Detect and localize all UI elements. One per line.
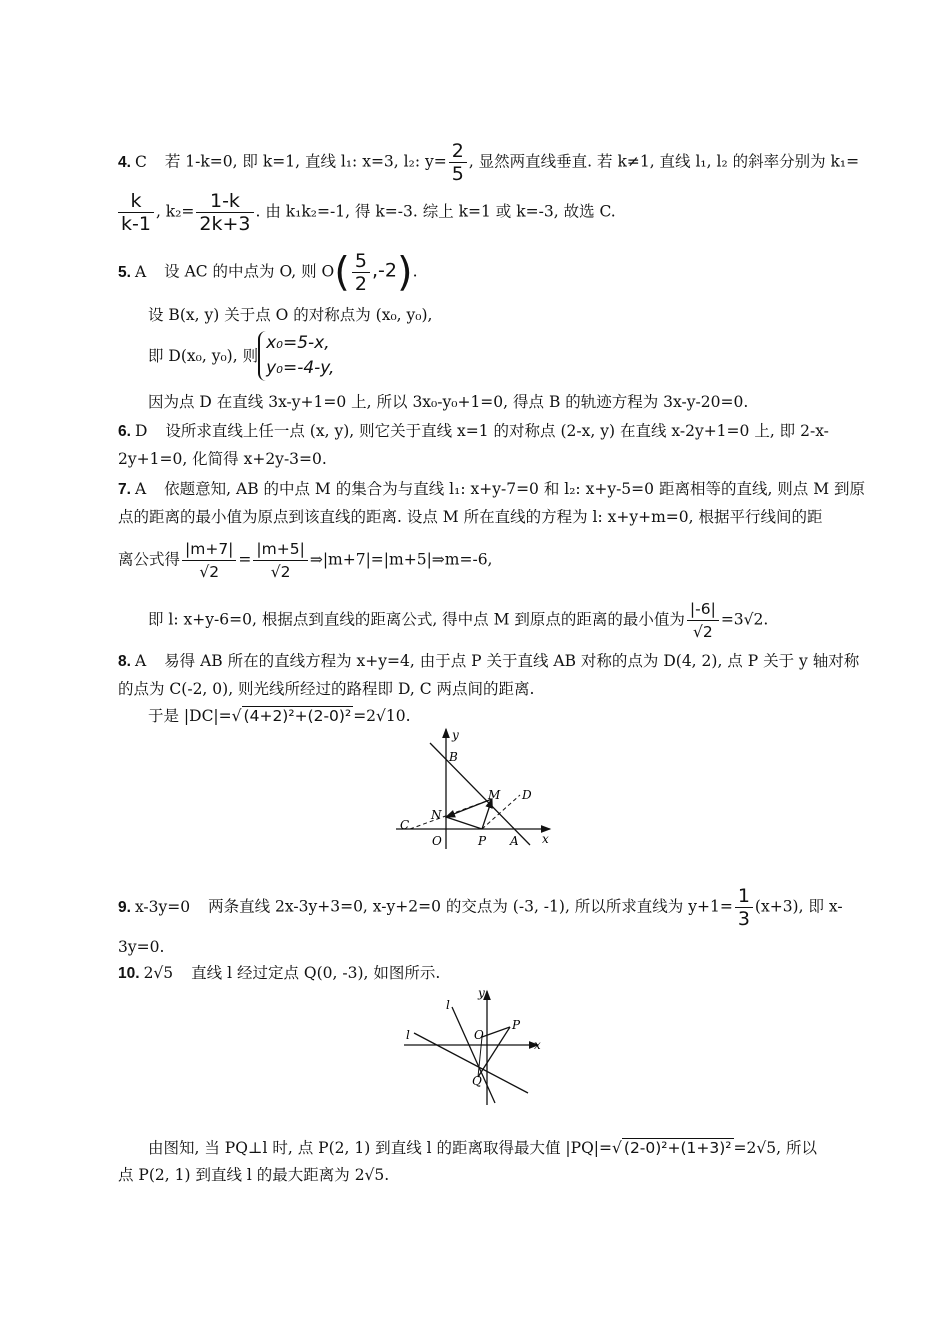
ray-pm bbox=[482, 799, 492, 829]
q4-text-2: . 由 k₁k₂=-1, 得 k=-3. 综上 k=1 或 k=-3, 故选 C. bbox=[255, 202, 616, 221]
q5-coord-tail: ,-2 bbox=[371, 259, 397, 282]
q10-text-2: 由图知, 当 PQ⊥l 时, 点 P(2, 1) 到直线 l 的距离取得最大值 |PQ|= bbox=[148, 1139, 612, 1157]
figure-light-path bbox=[390, 725, 560, 855]
q7-fraction-c: $\frac{|-6|}{√2}$ bbox=[687, 598, 719, 643]
q8-text-1: 易得 AB 所在的直线方程为 x+y=4, 由于点 P 关于直线 AB 对称的点为 D(4, 2), 点 P 关于 y 轴对称 bbox=[164, 652, 860, 670]
q7-text-4-tail: =3√2. bbox=[720, 610, 769, 629]
q5-text-2: 设 B(x, y) 关于点 O 的对称点为 (x₀, y₀), bbox=[148, 306, 433, 324]
q6-text-1: 设所求直线上任一点 (x, y), 则它关于直线 x=1 的对称点 (2-x, y) 在直线 x-2y+1=0 上, 即 2-x- bbox=[165, 422, 829, 440]
q7-text-4: 即 l: x+y-6=0, 根据点到直线的距离公式, 得中点 M 到原点的距离的最小值为 bbox=[148, 610, 685, 629]
q8-line-1 bbox=[118, 650, 859, 673]
label-N: N bbox=[431, 808, 442, 822]
q5-line-1: 5. A 设 AC 的中点为 O, 则 O( $\frac{5}{2}$ ,-2). bbox=[118, 249, 418, 296]
label-B: B bbox=[449, 750, 458, 764]
q10-number: 10. bbox=[118, 965, 140, 982]
q8-answer: A bbox=[134, 652, 147, 670]
ray-mn bbox=[446, 799, 492, 817]
q7-fraction-b: $\frac{|m+5|}{√2}$ bbox=[253, 538, 307, 583]
label-O-2: O bbox=[474, 1028, 484, 1042]
q7-text-3: 离公式得 bbox=[118, 550, 181, 569]
q4-fraction-k2: $\frac{1-k}{2k+3}$ bbox=[196, 190, 253, 235]
label-O: O bbox=[432, 834, 442, 848]
line-ab bbox=[430, 743, 530, 845]
q9-text-2: 3y=0. bbox=[118, 938, 165, 956]
q4-number: 4. bbox=[118, 153, 131, 171]
ray-np bbox=[446, 817, 482, 829]
q5-text-1: 设 AC 的中点为 O, 则 O bbox=[164, 262, 335, 281]
q10-line-1 bbox=[118, 962, 440, 985]
label-P: P bbox=[478, 834, 487, 848]
q4-answer: C bbox=[134, 152, 147, 171]
label-M: M bbox=[488, 788, 501, 802]
q4-fraction-k1: $\frac{k}{k-1}$ bbox=[118, 190, 154, 235]
line-l1 bbox=[452, 1007, 495, 1103]
label-x: x bbox=[542, 832, 549, 846]
q7-line-3: 离公式得 $\frac{|m+7|}{√2}$ = $\frac{|m+5|}{√2}$ ⇒|m+7|=|m+5|⇒m=-6, bbox=[118, 540, 493, 581]
q4-line-2 bbox=[118, 190, 616, 235]
q4-text-1: 若 1-k=0, 即 k=1, 直线 l₁: x=3, l₂: y= bbox=[164, 152, 447, 171]
q7-text-1: 依题意知, AB 的中点 M 的集合为与直线 l₁: x+y-7=0 和 l₂: x+y-5=0 距离相等的直线, 则点 M 到原 bbox=[164, 480, 866, 498]
q6-number: 6. bbox=[118, 423, 131, 440]
q10-answer: 2√5 bbox=[143, 964, 174, 982]
label-x-2: x bbox=[534, 1038, 541, 1052]
q8-number: 8. bbox=[118, 653, 131, 670]
q10-text-3: 点 P(2, 1) 到直线 l 的最大距离为 2√5. bbox=[118, 1166, 390, 1184]
label-l-left: l bbox=[406, 1028, 410, 1042]
label-Q: Q bbox=[472, 1074, 482, 1088]
q5-line-3 bbox=[148, 331, 334, 381]
q4-text-1-tail: , 显然两直线垂直. 若 k≠1, 直线 l₁, l₂ 的斜率分别为 k₁= bbox=[468, 152, 860, 171]
q8-text-3-tail: =2√10. bbox=[353, 707, 411, 725]
figure-fixed-point bbox=[400, 985, 550, 1110]
segment-foot-p bbox=[482, 1027, 510, 1037]
q9-number: 9. bbox=[118, 898, 131, 916]
q8-line-3 bbox=[148, 705, 411, 727]
q8-text-2: 的点为 C(-2, 0), 则光线所经过的路程即 D, C 两点间的距离. bbox=[118, 680, 535, 698]
label-y: y bbox=[452, 728, 459, 742]
q4-fraction-2-5: $\frac{2}{5}$ bbox=[449, 140, 467, 185]
q7-text-3-tail: ⇒|m+7|=|m+5|⇒m=-6, bbox=[309, 550, 493, 569]
label-A: A bbox=[510, 834, 519, 848]
q7-line-1 bbox=[118, 478, 865, 501]
q9-text-1-tail: (x+3), 即 x- bbox=[754, 897, 843, 916]
q8-text-3: 于是 |DC|= bbox=[148, 707, 232, 725]
q5-answer: A bbox=[134, 262, 147, 281]
q5-text-4: 因为点 D 在直线 3x-y+1=0 上, 所以 3x₀-y₀+1=0, 得点 B 的轨迹方程为 3x-y-20=0. bbox=[148, 393, 749, 411]
q5-fraction-5-2: $\frac{5}{2}$ bbox=[352, 250, 370, 295]
q7-answer: A bbox=[134, 480, 147, 498]
q4-line-1 bbox=[118, 140, 859, 185]
q9-answer: x-3y=0 bbox=[134, 897, 191, 916]
q10-line-2 bbox=[148, 1137, 817, 1159]
label-l-upper: l bbox=[446, 998, 450, 1012]
q6-answer: D bbox=[134, 422, 148, 440]
q10-radical: √ (2-0)²+(1+3)² bbox=[612, 1139, 732, 1157]
q10-text-1: 直线 l 经过定点 Q(0, -3), 如图所示. bbox=[191, 964, 441, 982]
q5-system: x₀=5-x, y₀=-4-y, bbox=[258, 331, 334, 381]
q9-fraction-1-3: $\frac{1}{3}$ bbox=[735, 885, 753, 930]
q6-line-1 bbox=[118, 420, 829, 443]
line-l2 bbox=[414, 1033, 528, 1093]
label-y-2: y bbox=[478, 986, 485, 1000]
q9-text-1: 两条直线 2x-3y+3=0, x-y+2=0 的交点为 (-3, -1), 所以所求直线为 y+1= bbox=[208, 897, 733, 916]
q9-line-1 bbox=[118, 885, 843, 930]
label-P-2: P bbox=[512, 1018, 521, 1032]
q7-line-4 bbox=[148, 598, 768, 643]
q7-fraction-a: $\frac{|m+7|}{√2}$ bbox=[182, 538, 236, 583]
label-D: D bbox=[522, 788, 532, 802]
q8-radical: √ (4+2)²+(2-0)² bbox=[231, 707, 352, 725]
q10-text-2-tail: =2√5, 所以 bbox=[733, 1139, 817, 1157]
q7-text-2: 点的距离的最小值为原点到该直线的距离. 设点 M 所在直线的方程为 l: x+y+m=0, 根据平行线间的距 bbox=[118, 508, 823, 526]
label-C: C bbox=[400, 818, 410, 832]
q7-number: 7. bbox=[118, 481, 131, 498]
q4-mid-text: , k₂= bbox=[155, 202, 195, 221]
q6-text-2: 2y+1=0, 化简得 x+2y-3=0. bbox=[118, 450, 327, 468]
q5-text-3: 即 D(x₀, y₀), 则 bbox=[148, 347, 259, 365]
q5-number: 5. bbox=[118, 263, 131, 281]
